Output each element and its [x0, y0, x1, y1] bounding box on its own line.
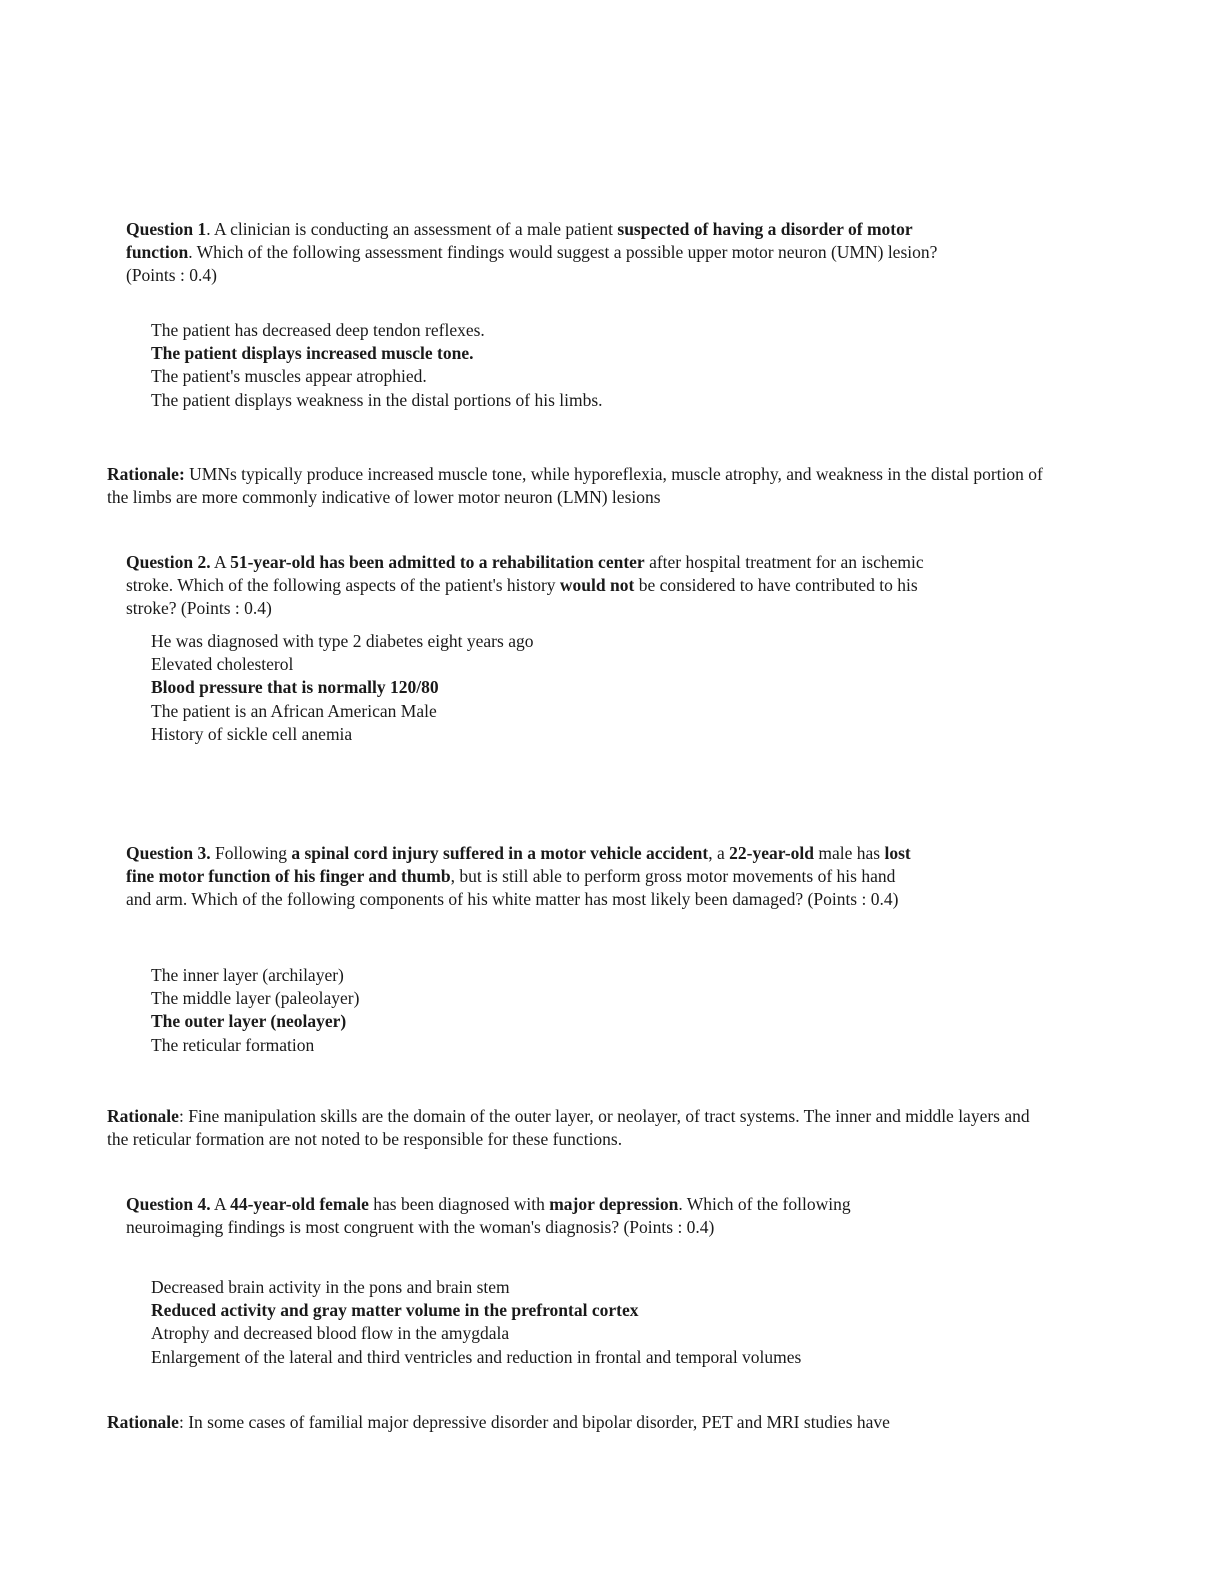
question-3-text-g: , but is still able to perform gross motor movements of his hand and arm. Which of the following components of his white matter has most likely been damaged? (Points : 0.4)	[126, 866, 899, 909]
question-4-option-d[interactable]: Enlargement of the lateral and third ventricles and reduction in frontal and temporal volumes	[151, 1346, 802, 1367]
question-1-options	[151, 319, 951, 412]
question-3-text-a: Following	[210, 843, 292, 863]
question-2-options	[151, 630, 951, 746]
question-4-option-a[interactable]: Decreased brain activity in the pons and brain stem	[151, 1277, 510, 1297]
question-4-stem	[126, 1193, 866, 1239]
question-1-option-a[interactable]: The patient has decreased deep tendon reflexes.	[151, 320, 485, 340]
question-3-rationale	[107, 1105, 1037, 1151]
question-2-text-d: would not	[559, 575, 635, 595]
question-3-text-c: , a	[708, 843, 730, 863]
question-3-text-d: 22-year-old	[729, 843, 815, 863]
question-1-text-c: . Which of the following assessment findings would suggest a possible upper motor neuron (UMN) lesion? (Points : 0.4)	[126, 242, 938, 285]
question-2-option-d[interactable]: The patient is an African American Male	[151, 700, 437, 721]
question-1-text-a: . A clinician is conducting an assessment of a male patient	[206, 219, 618, 239]
question-3-text-e: male has	[814, 843, 885, 863]
question-4-text-e: . Which of the following neuroimaging findings is most congruent with the woman's diagnosis? (Points : 0.4)	[126, 1194, 851, 1237]
question-4-option-b[interactable]: Reduced activity and gray matter volume in the prefrontal cortex	[151, 1300, 639, 1321]
question-1-rationale-text: UMNs typically produce increased muscle tone, while hyporeflexia, muscle atrophy, and weakness in the distal portion of the limbs are more commonly indicative of lower motor neuron (LMN) lesions	[107, 464, 1043, 507]
question-1-option-b[interactable]: The patient displays increased muscle tone.	[151, 343, 474, 364]
question-4-rationale-label: Rationale	[107, 1412, 179, 1432]
question-2-option-e[interactable]: History of sickle cell anemia	[151, 723, 353, 744]
question-4-options	[151, 1276, 951, 1369]
question-1-text-b: suspected of having a disorder of motor function	[126, 219, 913, 262]
question-4-text-a: A	[210, 1194, 231, 1214]
question-2-option-c[interactable]: Blood pressure that is normally 120/80	[151, 677, 439, 698]
question-2-text-c: after hospital treatment for an ischemic stroke. Which of the following aspects of the patient's history	[126, 552, 924, 595]
question-3-options	[151, 964, 951, 1057]
question-2-text-e: be considered to have contributed to his stroke? (Points : 0.4)	[126, 575, 918, 618]
question-4-rationale-text: : In some cases of familial major depressive disorder and bipolar disorder, PET and MRI studies have	[178, 1412, 890, 1432]
question-2-stem	[126, 551, 946, 620]
question-3-rationale-label: Rationale	[107, 1106, 179, 1126]
question-1-rationale	[107, 463, 1067, 509]
question-2-text-a: A	[210, 552, 231, 572]
question-3-option-c[interactable]: The outer layer (neolayer)	[151, 1011, 347, 1032]
question-1-rationale-label: Rationale:	[107, 464, 185, 484]
question-4-rationale	[107, 1411, 1107, 1434]
question-3-stem	[126, 842, 916, 911]
question-3-option-d[interactable]: The reticular formation	[151, 1034, 315, 1055]
question-3-rationale-text: : Fine manipulation skills are the domain of the outer layer, or neolayer, of tract systems. The inner and middle layers and the reticular formation are not noted to be responsible for these functions.	[107, 1106, 1030, 1149]
question-3-option-b[interactable]: The middle layer (paleolayer)	[151, 988, 360, 1009]
question-3-option-a[interactable]: The inner layer (archilayer)	[151, 965, 344, 985]
question-1-stem	[126, 218, 976, 287]
question-4-text-b: 44-year-old female	[230, 1194, 369, 1214]
question-4-text-c: has been diagnosed with	[368, 1194, 550, 1214]
question-1-option-c[interactable]: The patient's muscles appear atrophied.	[151, 366, 427, 387]
question-4-text-d: major depression	[549, 1194, 679, 1214]
question-1-label: Question 1	[126, 219, 207, 239]
question-1-option-d[interactable]: The patient displays weakness in the distal portions of his limbs.	[151, 389, 603, 410]
question-4-option-c[interactable]: Atrophy and decreased blood flow in the amygdala	[151, 1323, 510, 1344]
question-2-label: Question 2.	[126, 552, 211, 572]
question-3-text-f: lost fine motor function of his finger and thumb	[126, 843, 911, 886]
question-3-text-b: a spinal cord injury suffered in a motor vehicle accident	[291, 843, 709, 863]
question-3-label: Question 3.	[126, 843, 211, 863]
question-2-option-b[interactable]: Elevated cholesterol	[151, 654, 294, 675]
question-2-text-b: 51-year-old has been admitted to a rehabilitation center	[230, 552, 645, 572]
question-4-label: Question 4.	[126, 1194, 211, 1214]
question-2-option-a[interactable]: He was diagnosed with type 2 diabetes eight years ago	[151, 631, 534, 651]
